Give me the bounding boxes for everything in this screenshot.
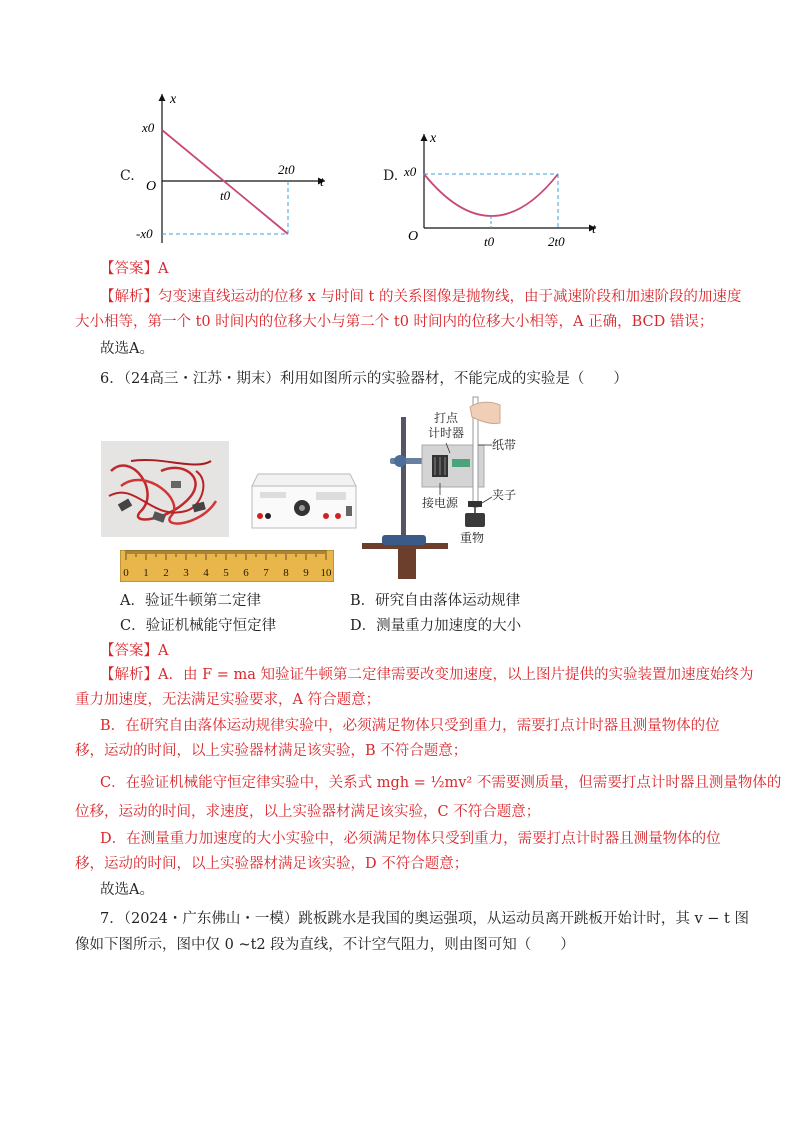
- ruler-number: 2: [163, 567, 169, 579]
- ruler-number: 9: [303, 567, 309, 579]
- q6-option-d: D．测量重力加速度的大小: [350, 618, 522, 634]
- q7-stem-line1: 7．（2024・广东佛山・一模）跳板跳水是我国的奥运强项，从运动员离开跳板开始计时，其 v − t 图: [100, 911, 749, 927]
- ruler: [120, 550, 334, 582]
- q6-conclusion: 故选A。: [100, 882, 154, 898]
- c-neg-x0: -x0: [136, 226, 153, 241]
- d-x0: x0: [404, 164, 417, 179]
- d-t-label: t: [592, 222, 596, 237]
- d-curve: [424, 174, 558, 216]
- d-2t0: 2t0: [548, 234, 565, 249]
- label-weight: 重物: [460, 531, 485, 545]
- q6-analysis-c1: C．在验证机械能守恒定律实验中，关系式 mgh = ½mv² 不需要测质量，但需要打点计时器且测量物体的: [100, 775, 782, 791]
- option-d-label: D.: [383, 168, 399, 184]
- label-timer-1: 打点: [434, 411, 459, 425]
- q5-answer: 【答案】A: [100, 261, 169, 277]
- stand-rod: [401, 417, 406, 547]
- q6-analysis-d2: 移，运动的时间，以上实验器材满足该实验，D 不符合题意；: [75, 856, 469, 872]
- q6-analysis-c2: 位移，运动的时间，求速度，以上实验器材满足该实验，C 不符合题意；: [75, 804, 541, 820]
- ruler-number: 5: [223, 567, 229, 579]
- c-origin: O: [146, 179, 157, 194]
- d-t0: t0: [484, 234, 495, 249]
- graph-d: [396, 128, 606, 253]
- graph-c: [130, 88, 340, 253]
- label-tape: 纸带: [492, 438, 517, 452]
- clip: [468, 501, 482, 507]
- q6-analysis-d1: D．在测量重力加速度的大小实验中，必须满足物体只受到重力，需要打点计时器且测量物体的位: [100, 831, 721, 847]
- q5-conclusion: 故选A。: [100, 341, 154, 357]
- label-timer-2: 计时器: [428, 426, 465, 440]
- q6-analysis-a2: 重力加速度，无法满足实验要求，A 符合题意；: [75, 692, 381, 708]
- ruler-number: 0: [123, 567, 129, 579]
- ruler-number: 7: [263, 567, 269, 579]
- ruler-number: 3: [183, 567, 189, 579]
- q7-stem-line2: 像如下图所示，图中仅 0 ~t2 段为直线，不计空气阻力，则由图可知（ ）: [75, 937, 575, 953]
- ruler-number: 4: [203, 567, 209, 579]
- label-clip: 夹子: [492, 488, 517, 502]
- q6-analysis-a1: 【解析】A．由 F = ma 知验证牛顿第二定律需要改变加速度，以上图片提供的实验装置加速度始终为: [100, 667, 754, 683]
- q6-answer: 【答案】A: [100, 643, 169, 659]
- ruler-number: 10: [320, 567, 332, 579]
- c-x0: x0: [142, 120, 155, 135]
- ruler-number: 1: [143, 567, 149, 579]
- q6-analysis-b1: B．在研究自由落体运动规律实验中，必须满足物体只受到重力，需要打点计时器且测量物体的位: [100, 718, 720, 734]
- q6-analysis-b2: 移，运动的时间，以上实验器材满足该实验，B 不符合题意；: [75, 743, 468, 759]
- q6-option-b: B．研究自由落体运动规律: [350, 593, 521, 609]
- q5-analysis-line1: 【解析】匀变速直线运动的位移 x 与时间 t 的关系图像是抛物线，由于减速阶段和加速阶段的加速度: [100, 289, 742, 305]
- apparatus-diagram: [360, 395, 530, 580]
- ruler-number: 6: [243, 567, 249, 579]
- q5-analysis-line2: 大小相等，第一个 t0 时间内的位移大小与第二个 t0 时间内的位移大小相等，A 正确，BCD 错误；: [75, 314, 714, 330]
- q6-option-c: C．验证机械能守恒定律: [120, 618, 277, 634]
- power-supply-photo: [246, 466, 358, 532]
- c-t-label: t: [320, 175, 324, 190]
- ruler-number: 8: [283, 567, 289, 579]
- c-line: [162, 130, 288, 234]
- q6-option-a: A．验证牛顿第二定律: [120, 593, 261, 609]
- label-power: 接电源: [422, 496, 459, 510]
- d-x-label: x: [430, 131, 437, 146]
- d-origin: O: [408, 229, 419, 244]
- c-t0: t0: [220, 188, 231, 203]
- weight: [465, 513, 485, 527]
- c-x-label: x: [170, 92, 177, 107]
- c-2t0: 2t0: [278, 162, 295, 177]
- wires-photo: [101, 441, 229, 537]
- q6-stem: 6．（24高三・江苏・期末）利用如图所示的实验器材，不能完成的实验是（ ）: [100, 371, 628, 387]
- option-c-label: C.: [120, 168, 135, 184]
